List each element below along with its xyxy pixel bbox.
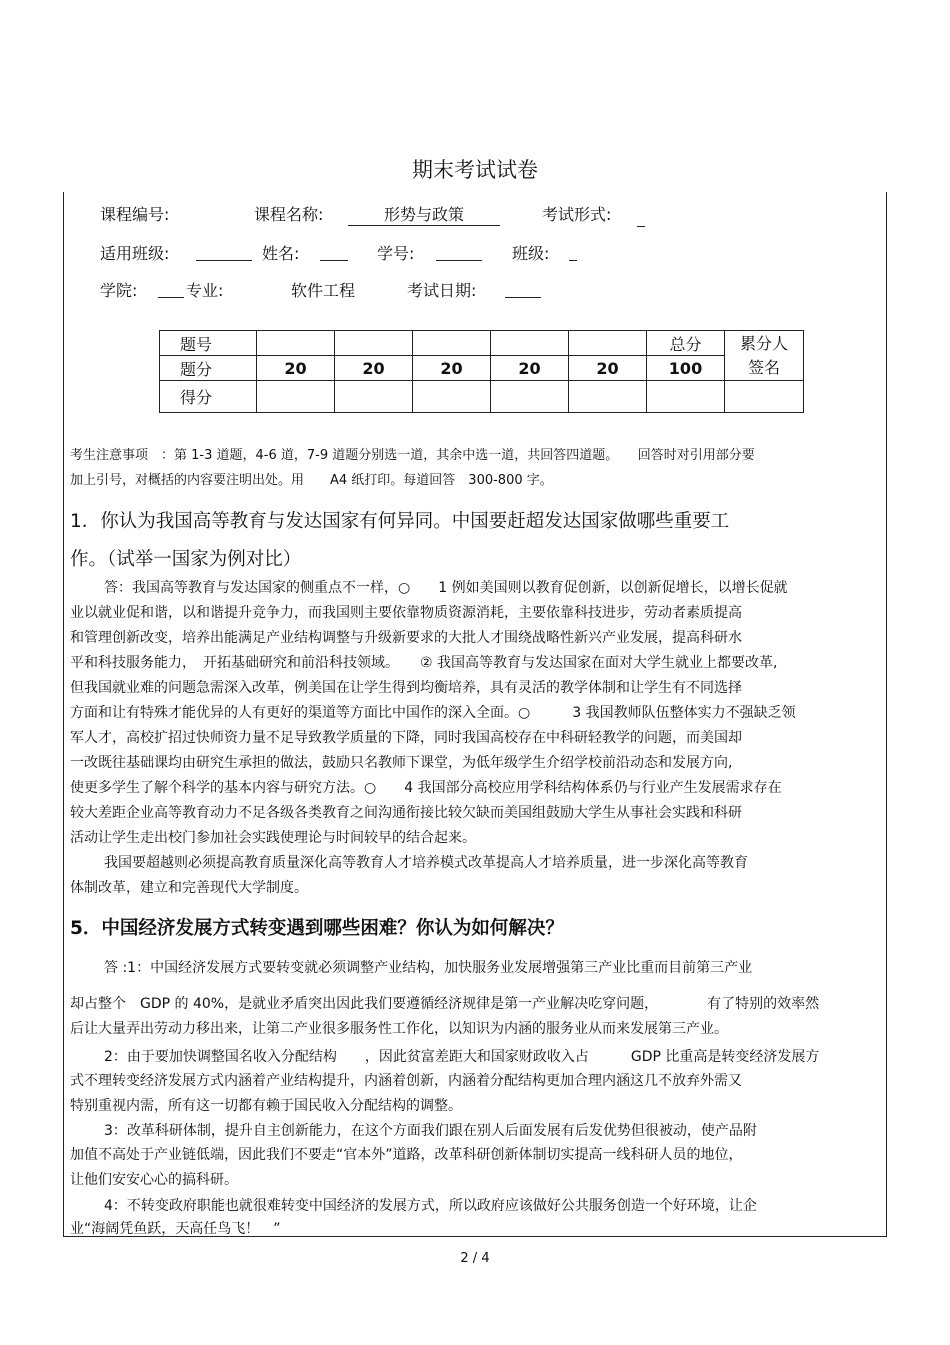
table-cell bbox=[491, 331, 569, 356]
answer-line: 我国要超越则必须提高教育质量深化高等教育人才培养模式改革提高人才培养质量，进一步深化高等教育 bbox=[104, 855, 748, 871]
table-row bbox=[160, 356, 804, 381]
answer-line: 平和科技服务能力， 开拓基础研究和前沿科技领域。 ② 我国高等教育与发达国家在面对大学生就业上都要改革, bbox=[70, 655, 778, 671]
answer-line: 方面和让有特殊才能优异的人有更好的渠道等方面比中国作的深入全面。○ 3 我国教师队伍整体实力不强缺乏领 bbox=[70, 705, 796, 721]
exam-date-label: 考试日期: bbox=[407, 281, 477, 300]
points-cell: 20 bbox=[335, 356, 413, 381]
class-applicable-blank bbox=[196, 244, 252, 261]
answer-line: 4：不转变政府职能也就很难转变中国经济的发展方式，所以政府应该做好公共服务创造一个好环境，让企 bbox=[104, 1198, 757, 1214]
name-blank bbox=[320, 244, 348, 261]
table-cell bbox=[491, 381, 569, 413]
answer-line: 军人才，高校扩招过快师资力量不足导致教学质量的下降，同时我国高校存在中科研轻教学的问题，而美国却 bbox=[70, 730, 742, 746]
college-blank bbox=[158, 281, 184, 298]
table-cell bbox=[257, 381, 335, 413]
exam-form-blank bbox=[637, 208, 645, 227]
answer-line: 业“海阔凭鱼跃，天高任鸟飞！ ” bbox=[70, 1221, 281, 1237]
answer-line: 让他们安安心心的搞科研。 bbox=[70, 1172, 238, 1188]
answer-line: 使更多学生了解个科学的基本内容与研究方法。○ 4 我国部分高校应用学科结构体系仍与行业产生发展需求存在 bbox=[70, 780, 782, 796]
score-table bbox=[159, 330, 804, 413]
exam-form-label: 考试形式: bbox=[542, 205, 612, 224]
answer-line: 2：由于要加快调整国名收入分配结构 ，因此贫富差距大和国家财政收入占 GDP 比重高是转变经济发展方 bbox=[104, 1049, 820, 1065]
points-cell: 20 bbox=[257, 356, 335, 381]
answer-line: 体制改革，建立和完善现代大学制度。 bbox=[70, 880, 308, 896]
student-no-label: 学号: bbox=[377, 244, 415, 263]
answer-line: 和管理创新改变，培养出能满足产业结构调整与升级新要求的大批人才围绕战略性新兴产业发展，提高科研水 bbox=[70, 630, 742, 646]
question-title: 1．你认为我国高等教育与发达国家有何异同。中国要赶超发达国家做哪些重要工 bbox=[70, 511, 730, 532]
major-label: 专业: bbox=[186, 281, 224, 300]
signer-label-line1: 累分人 bbox=[739, 333, 788, 353]
answer-line: 加值不高处于产业链低端，因此我们不要走“官本外”道路，改革科研创新体制切实提高一线科研人员的地位， bbox=[70, 1147, 743, 1163]
answer-line: 业以就业促和谐，以和谐提升竞争力，而我国则主要依靠物质资源消耗，主要依靠科技进步，劳动者素质提高 bbox=[70, 605, 742, 621]
table-cell bbox=[725, 381, 804, 413]
signer-label-line2: 签名 bbox=[747, 357, 780, 377]
answer-line: 较大差距企业高等教育动力不足各级各类教育之间沟通衔接比较欠缺而美国组鼓励大学生从事社会实践和科研 bbox=[70, 805, 742, 821]
name-label: 姓名: bbox=[262, 244, 300, 263]
total-points-cell: 100 bbox=[647, 356, 725, 381]
course-name-value: 形势与政策 bbox=[348, 202, 500, 226]
page-number: 2 / 4 bbox=[460, 1251, 490, 1266]
answer-line: 却占整个 GDP 的 40%，是就业矛盾突出因此我们要遵循经济规律是第一产业解决吃穿问题， 有了特别的效率然 bbox=[70, 996, 820, 1012]
points-cell: 20 bbox=[413, 356, 491, 381]
class-label: 班级: bbox=[512, 244, 550, 263]
question-title: 作。（试举一国家为例对比） bbox=[70, 549, 302, 570]
score-header: 得分 bbox=[160, 381, 257, 413]
question-title: 5．中国经济发展方式转变遇到哪些困难？你认为如何解决？ bbox=[70, 918, 564, 939]
answer-line: 3：改革科研体制，提升自主创新能力，在这个方面我们跟在别人后面发展有后发优势但很被动，使产品附 bbox=[104, 1123, 757, 1139]
course-no-label: 课程编号: bbox=[100, 205, 170, 224]
question-no-header: 题号 bbox=[160, 331, 257, 356]
table-row bbox=[160, 381, 804, 413]
table-cell bbox=[647, 381, 725, 413]
major-value: 软件工程 bbox=[291, 281, 356, 300]
class-blank bbox=[569, 244, 577, 261]
exam-title: 期末考试试卷 bbox=[412, 158, 538, 182]
answer-line: 答：我国高等教育与发达国家的侧重点不一样，○ 1 例如美国则以教育促创新，以创新促增长，以增长促就 bbox=[104, 580, 788, 596]
college-label: 学院: bbox=[100, 281, 138, 300]
answer-line: 活动让学生走出校门参加社会实践使理论与时间较早的结合起来。 bbox=[70, 830, 476, 846]
answer-line: 特别重视内需，所有这一切都有赖于国民收入分配结构的调整。 bbox=[70, 1098, 462, 1114]
answer-line: 但我国就业难的问题急需深入改革，例美国在让学生得到均衡培养，具有灵活的教学体制和让学生有不同选择 bbox=[70, 680, 742, 696]
table-cell bbox=[335, 381, 413, 413]
student-no-blank bbox=[436, 244, 482, 261]
table-cell bbox=[335, 331, 413, 356]
signer-header bbox=[725, 331, 804, 381]
table-cell bbox=[569, 331, 647, 356]
table-cell bbox=[257, 331, 335, 356]
course-name-label: 课程名称: bbox=[254, 205, 324, 224]
table-cell bbox=[569, 381, 647, 413]
answer-line: 一改既往基础课均由研究生承担的做法，鼓励只名教师下课堂，为低年级学生介绍学校前沿动态和发展方向, bbox=[70, 755, 733, 771]
answer-line: 式不理转变经济发展方式内涵着产业结构提升，内涵着创新，内涵着分配结构更加合理内涵这几不放弃外需又 bbox=[70, 1073, 742, 1089]
total-header: 总分 bbox=[647, 331, 725, 356]
answer-line: 答 :1：中国经济发展方式要转变就必须调整产业结构，加快服务业发展增强第三产业比重而目前第三产业 bbox=[104, 960, 753, 976]
notice-line: 加上引号，对概括的内容要注明出处。用 A4 纸打印。每道回答 300-800 字。 bbox=[70, 473, 553, 488]
notice-line: 考生注意事项 ：第 1-3 道题，4-6 道，7-9 道题分别选一道，其余中选一道，共回答四道题。 回答时对引用部分要 bbox=[70, 448, 755, 463]
points-cell: 20 bbox=[491, 356, 569, 381]
points-header: 题分 bbox=[160, 356, 257, 381]
table-cell bbox=[413, 331, 491, 356]
points-cell: 20 bbox=[569, 356, 647, 381]
class-applicable-label: 适用班级: bbox=[100, 244, 170, 263]
table-cell bbox=[413, 381, 491, 413]
table-row bbox=[160, 331, 804, 356]
exam-date-blank bbox=[505, 281, 541, 298]
answer-line: 后让大量弄出劳动力移出来，让第二产业很多服务性工作化，以知识为内涵的服务业从而来发展第三产业。 bbox=[70, 1021, 728, 1037]
